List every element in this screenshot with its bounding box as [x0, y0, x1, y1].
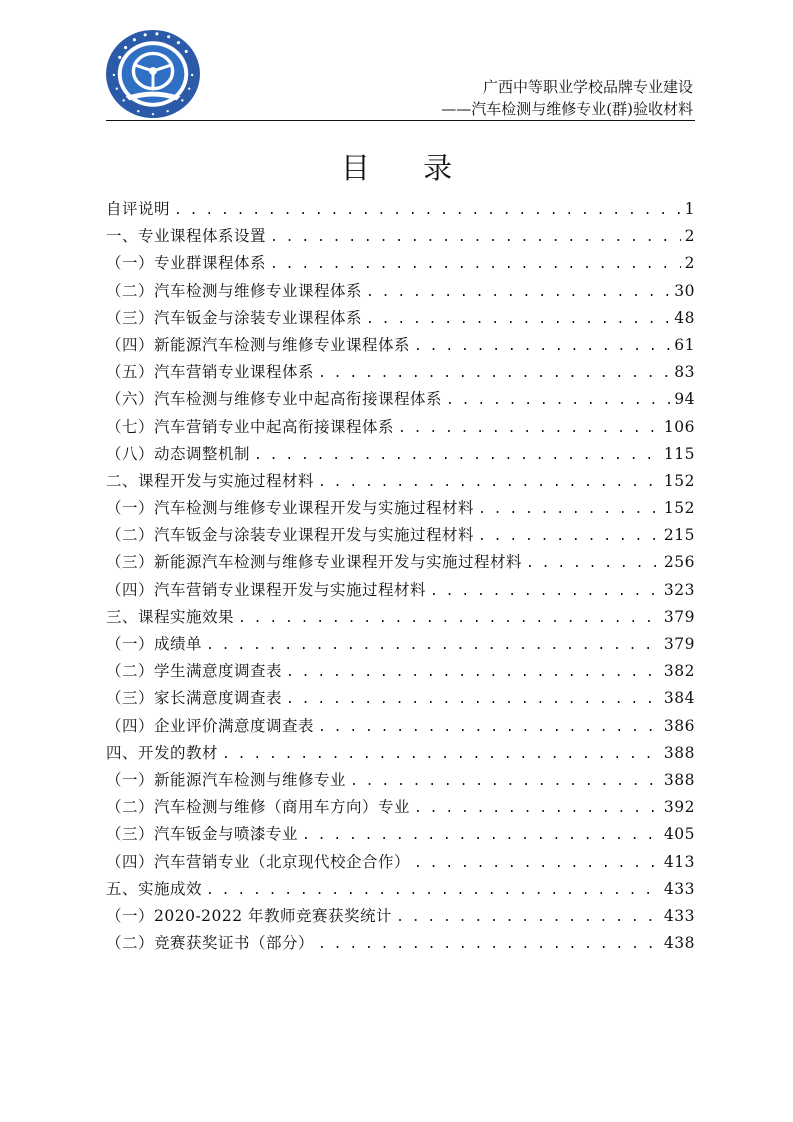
toc-entry[interactable]: [106, 822, 695, 849]
toc-entry[interactable]: [106, 605, 695, 632]
toc-entry-label: （三）汽车钣金与涂装专业课程体系: [106, 308, 363, 327]
toc-entry[interactable]: [106, 768, 695, 795]
toc-entry-page: 379: [663, 607, 695, 626]
toc-leader-dots: [318, 366, 670, 381]
toc-leader-dots: [270, 230, 681, 245]
header-line-2: ——汽车检测与维修专业(群)验收材料: [441, 100, 693, 118]
toc-entry-page: 83: [674, 363, 695, 382]
toc-entry-page: 323: [663, 580, 695, 599]
toc-entry[interactable]: [106, 578, 695, 605]
toc-leader-dots: [174, 203, 681, 218]
toc-leader-dots: [206, 638, 660, 653]
toc-entry-page: 94: [674, 390, 695, 409]
toc-entry[interactable]: [106, 197, 695, 224]
toc-entry-label: （六）汽车检测与维修专业中起高衔接课程体系: [106, 390, 443, 409]
toc-entry[interactable]: [106, 333, 695, 360]
toc-entry-page: 438: [663, 934, 695, 953]
toc-entry[interactable]: [106, 741, 695, 768]
toc-leader-dots: [526, 556, 660, 571]
toc-entry-page: 152: [663, 471, 695, 490]
toc-entry[interactable]: [106, 795, 695, 822]
toc-leader-dots: [350, 774, 660, 789]
toc-entry-label: （三）家长满意度调查表: [106, 689, 283, 708]
toc-entry-label: （五）汽车营销专业课程体系: [106, 363, 315, 382]
toc-entry-label: （四）汽车营销专业（北京现代校企合作）: [106, 852, 411, 871]
toc-entry-label: （四）汽车营销专业课程开发与实施过程材料: [106, 580, 427, 599]
toc-entry-label: （二）汽车钣金与涂装专业课程开发与实施过程材料: [106, 526, 475, 545]
toc-leader-dots: [270, 257, 681, 272]
toc-leader-dots: [286, 665, 660, 680]
toc-leader-dots: [238, 611, 660, 626]
toc-entry[interactable]: [106, 931, 695, 958]
toc-entry[interactable]: [106, 360, 695, 387]
toc-entry[interactable]: [106, 387, 695, 414]
toc-entry-page: 48: [674, 308, 695, 327]
toc-entry-label: （三）汽车钣金与喷漆专业: [106, 825, 299, 844]
toc-leader-dots: [414, 801, 660, 816]
toc-entry-label: （八）动态调整机制: [106, 444, 251, 463]
toc-entry-label: （二）汽车检测与维修（商用车方向）专业: [106, 798, 411, 817]
toc-entry[interactable]: [106, 850, 695, 877]
toc-leader-dots: [318, 475, 660, 490]
toc-entry[interactable]: [106, 904, 695, 931]
toc-entry-label: （一）专业群课程体系: [106, 254, 267, 273]
toc-entry-page: 30: [674, 281, 695, 300]
toc-entry[interactable]: [106, 496, 695, 523]
toc-leader-dots: [206, 883, 660, 898]
toc-entry-label: 二、课程开发与实施过程材料: [106, 471, 315, 490]
toc-leader-dots: [318, 937, 660, 952]
toc-entry-page: 384: [663, 689, 695, 708]
toc-leader-dots: [302, 828, 660, 843]
header-divider: [106, 120, 695, 121]
toc-leader-dots: [446, 393, 670, 408]
toc-leader-dots: [286, 692, 660, 707]
toc-entry-page: 2: [684, 254, 695, 273]
toc-entry[interactable]: [106, 415, 695, 442]
toc-entry-label: （七）汽车营销专业中起高衔接课程体系: [106, 417, 395, 436]
toc-entry-label: （四）新能源汽车检测与维修专业课程体系: [106, 335, 411, 354]
toc-entry-label: 三、课程实施效果: [106, 607, 235, 626]
page-title: 目 录: [340, 151, 475, 185]
toc-entry-page: 405: [663, 825, 695, 844]
toc-entry-page: 413: [663, 852, 695, 871]
toc-entry[interactable]: [106, 469, 695, 496]
table-of-contents: [106, 197, 695, 958]
toc-leader-dots: [396, 910, 660, 925]
toc-leader-dots: [222, 747, 660, 762]
toc-entry[interactable]: [106, 686, 695, 713]
toc-leader-dots: [430, 584, 660, 599]
toc-entry-page: 215: [663, 526, 695, 545]
toc-entry-page: 433: [663, 906, 695, 925]
toc-leader-dots: [398, 421, 660, 436]
toc-entry-label: （四）企业评价满意度调查表: [106, 716, 315, 735]
toc-entry-page: 1: [684, 200, 695, 218]
toc-leader-dots: [414, 339, 670, 354]
toc-entry[interactable]: [106, 632, 695, 659]
toc-entry-page: 388: [663, 770, 695, 789]
toc-entry-label: （三）新能源汽车检测与维修专业课程开发与实施过程材料: [106, 553, 523, 572]
toc-entry-page: 106: [663, 417, 695, 436]
toc-entry-page: 152: [663, 499, 695, 518]
toc-entry-label: 四、开发的教材: [106, 743, 219, 762]
toc-entry-page: 379: [663, 635, 695, 653]
toc-entry[interactable]: [106, 224, 695, 251]
header-line-1: 广西中等职业学校品牌专业建设: [482, 78, 693, 96]
toc-leader-dots: [318, 720, 660, 735]
toc-entry-label: （一）2020-2022 年教师竞赛获奖统计: [106, 906, 393, 925]
toc-leader-dots: [254, 448, 660, 463]
school-logo-icon: [104, 28, 202, 120]
toc-leader-dots: [414, 856, 660, 871]
toc-entry-label: （一）成绩单: [106, 635, 203, 653]
toc-entry[interactable]: [106, 659, 695, 686]
toc-entry[interactable]: [106, 251, 695, 278]
toc-leader-dots: [366, 285, 670, 300]
toc-entry[interactable]: [106, 714, 695, 741]
page-header: [441, 76, 693, 120]
toc-entry-page: 386: [663, 716, 695, 735]
toc-entry-page: 115: [663, 444, 695, 463]
toc-entry[interactable]: [106, 877, 695, 904]
toc-leader-dots: [478, 529, 660, 544]
toc-entry-label: 五、实施成效: [106, 879, 203, 898]
toc-entry-page: 256: [663, 553, 695, 572]
toc-entry[interactable]: [106, 442, 695, 469]
toc-entry-page: 433: [663, 879, 695, 898]
toc-entry-page: 388: [663, 743, 695, 762]
toc-entry-label: （一）新能源汽车检测与维修专业: [106, 770, 347, 789]
toc-entry-label: （二）学生满意度调查表: [106, 662, 283, 681]
toc-entry[interactable]: [106, 279, 695, 306]
toc-entry[interactable]: [106, 550, 695, 577]
toc-entry-label: （一）汽车检测与维修专业课程开发与实施过程材料: [106, 499, 475, 518]
toc-entry-label: 一、专业课程体系设置: [106, 227, 267, 246]
toc-entry-label: 自评说明: [106, 200, 171, 218]
toc-entry-label: （二）汽车检测与维修专业课程体系: [106, 281, 363, 300]
toc-entry[interactable]: [106, 523, 695, 550]
toc-entry-page: 392: [663, 798, 695, 817]
toc-entry-page: 61: [674, 335, 695, 354]
toc-leader-dots: [366, 312, 670, 327]
toc-leader-dots: [478, 502, 660, 517]
toc-entry-label: （二）竞赛获奖证书（部分）: [106, 934, 315, 953]
toc-entry-page: 2: [684, 227, 695, 246]
toc-entry-page: 382: [663, 662, 695, 681]
toc-entry[interactable]: [106, 306, 695, 333]
